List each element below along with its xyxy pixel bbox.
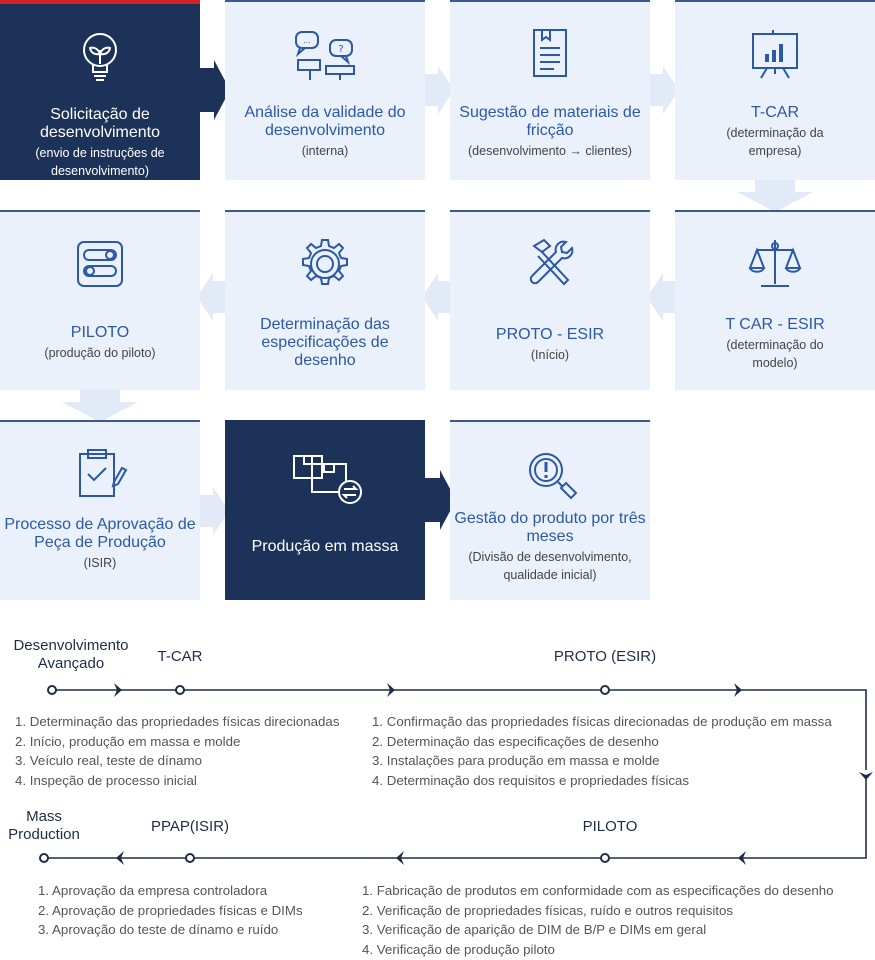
list-item: 2. Determinação das especificações de desenho: [372, 733, 659, 749]
step-subtitle: (interna): [301, 144, 349, 158]
step-title: Determinação das especificações de desenho: [260, 316, 390, 369]
arrow-b5-b6: [647, 273, 676, 321]
step-development-request: [0, 0, 200, 180]
node-mass: [40, 854, 48, 862]
step-subtitle: (envio de instruções de desenvolvimento): [35, 146, 165, 178]
list-pilot-tasks: [362, 881, 834, 959]
step-friction-materials: [450, 0, 650, 180]
node-ppap: [186, 854, 194, 862]
step-title: Sugestão de materiais de fricção: [459, 104, 641, 139]
label-mass-production: Mass Production: [8, 808, 80, 843]
label-proto-esir: PROTO (ESIR): [553, 648, 657, 665]
step-title: Solicitação de desenvolvimento: [39, 106, 161, 141]
list-tcar-tasks: [15, 712, 339, 790]
presentation-chart-icon: [675, 24, 875, 84]
document-icon: [450, 24, 650, 84]
step-validity-analysis: [225, 0, 425, 180]
list-item: 1. Fabricação de produtos em conformidade com as especificações do desenho: [362, 883, 834, 898]
arrow-b6-b7: [422, 273, 451, 321]
svg-text:?: ?: [338, 44, 344, 55]
svg-text:...: ...: [303, 36, 311, 45]
tools-icon: [450, 234, 650, 294]
list-item: 2. Aprovação de propriedades físicas e DIMs: [38, 902, 303, 918]
list-item: 4. Determinação dos requisitos e propriedades físicas: [372, 772, 690, 788]
step-title: Análise da validade do desenvolvimento: [244, 104, 406, 139]
step-ppap-isir: [0, 420, 200, 600]
step-subtitle: (produção do piloto): [44, 346, 156, 360]
step-tcar-esir: [675, 210, 875, 390]
label-advanced-development: Desenvolvimento Avançado: [13, 637, 129, 672]
list-ppap-tasks: [38, 881, 303, 940]
step-title: Produção em massa: [251, 538, 399, 555]
clipboard-check-icon: [0, 444, 200, 504]
step-subtitle: (ISIR): [83, 556, 117, 570]
step-subtitle: (Divisão de desenvolvimento, qualidade inicial): [468, 550, 632, 582]
label-pilot: PILOTO: [582, 818, 638, 835]
step-product-management: [450, 420, 650, 600]
step-title: T CAR - ESIR: [725, 316, 825, 333]
label-ppap-isir: PPAP(ISIR): [150, 818, 230, 835]
alert-magnifier-icon: [450, 444, 650, 504]
list-item: 4. Verificação de produção piloto: [362, 941, 555, 957]
list-item: 2. Início, produção em massa e molde: [15, 733, 241, 749]
list-item: 3. Instalações para produção em massa e molde: [372, 753, 660, 768]
step-proto-esir: [450, 210, 650, 390]
gear-icon: [225, 234, 425, 294]
list-item: 4. Inspeção de processo inicial: [15, 772, 197, 788]
step-title: PILOTO: [70, 324, 130, 341]
list-item: 1. Determinação das propriedades físicas direcionadas: [15, 714, 340, 729]
step-pilot: [0, 210, 200, 390]
step-title: Gestão do produto por três meses: [454, 510, 646, 545]
lightbulb-icon: [0, 26, 200, 86]
boxes-exchange-icon: [225, 444, 425, 504]
list-item: 1. Confirmação das propriedades físicas direcionadas de produção em massa: [372, 714, 832, 729]
step-title: Processo de Aprovação de Peça de Produção: [4, 516, 196, 551]
step-subtitle: (desenvolvimento → clientes): [468, 144, 632, 158]
node-tcar: [176, 686, 184, 694]
step-title: PROTO - ESIR: [495, 326, 605, 343]
list-item: 2. Verificação de propriedades físicas, ruído e outros requisitos: [362, 902, 734, 918]
arrow-b4-b5: [737, 180, 813, 212]
step-drawing-specs: [225, 210, 425, 390]
list-item: 3. Verificação de aparição de DIM de B/P e DIMs em geral: [362, 922, 707, 937]
step-subtitle: (determinação da empresa): [726, 126, 824, 158]
step-subtitle: (determinação do modelo): [726, 338, 824, 370]
list-proto-tasks: [372, 712, 832, 790]
step-subtitle: (Início): [530, 348, 570, 362]
balance-scale-icon: [675, 234, 875, 294]
label-tcar: T-CAR: [157, 648, 203, 665]
arrow-b7-b8: [197, 273, 226, 321]
node-advanced-dev: [48, 686, 56, 694]
node-pilot: [601, 854, 609, 862]
consultation-icon: [225, 24, 425, 84]
node-proto: [601, 686, 609, 694]
arrow-b8-b9: [62, 390, 138, 422]
step-mass-production: [225, 420, 425, 600]
list-item: 1. Aprovação da empresa controladora: [38, 883, 268, 898]
list-item: 3. Aprovação do teste de dínamo e ruído: [38, 922, 279, 937]
step-title: T-CAR: [751, 104, 799, 121]
step-tcar: [675, 0, 875, 180]
toggle-switch-icon: [0, 234, 200, 294]
list-item: 3. Veículo real, teste de dínamo: [15, 753, 203, 768]
chevron-down-icon: [859, 772, 873, 780]
